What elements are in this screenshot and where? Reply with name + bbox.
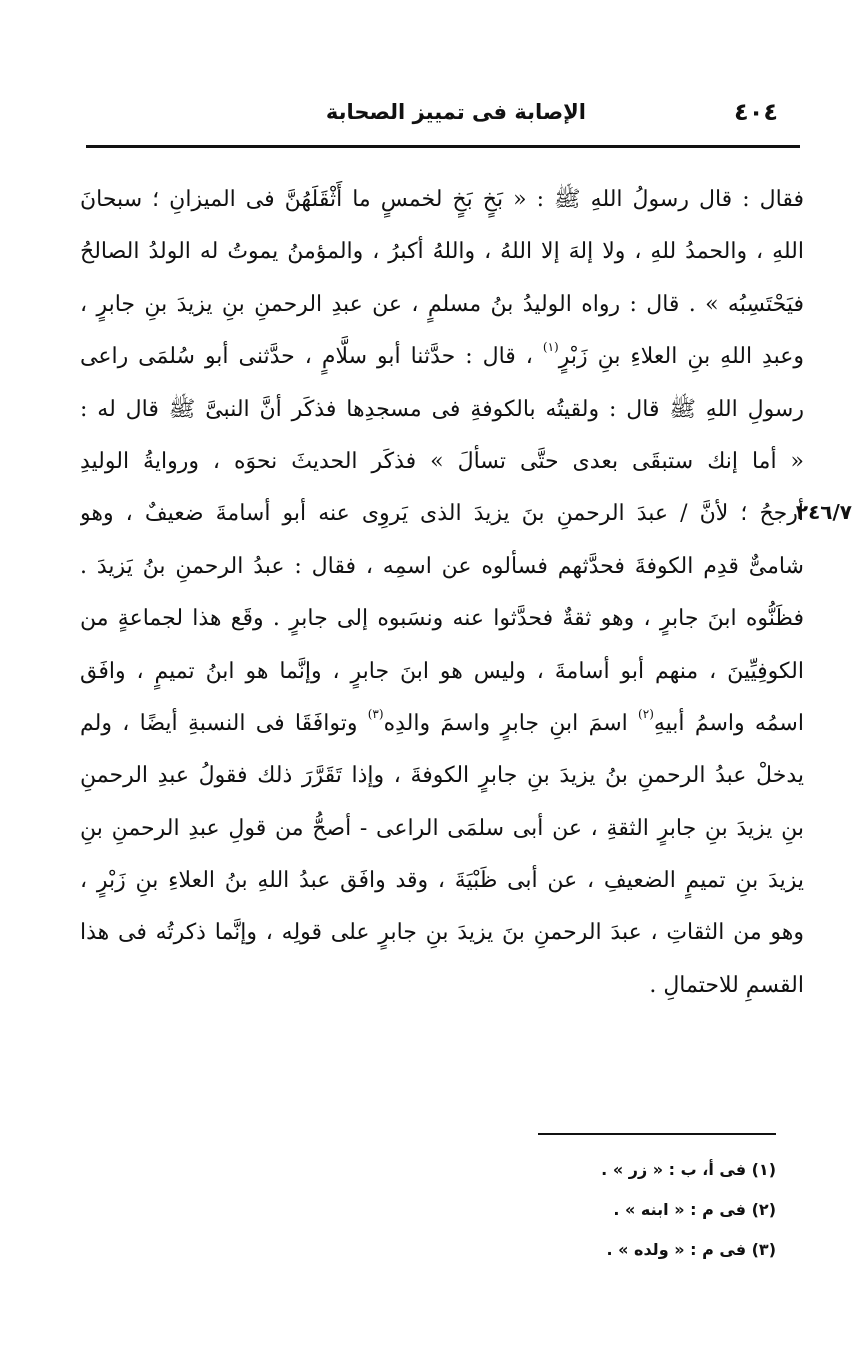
text-line: رسولِ اللهِ ﷺ قال : ولقيتُه بالكوفةِ فى مسجدِها فذكَر أنَّ النبىَّ ﷺ قال له : <box>80 396 804 422</box>
footnote: (٢) فى م : « ابنه » . <box>613 1200 776 1219</box>
text-line: فقال : قال رسولُ اللهِ ﷺ : « بَخٍ بَخٍ لخمسٍ ما أَثْقَلَهُنَّ فى الميزانِ ؛ سبحانَ <box>80 187 804 212</box>
footnote: (١) فى أ، ب : « زر » . <box>601 1160 776 1179</box>
footnote-ref-2: (٢) <box>638 706 654 721</box>
footnote-rule <box>538 1133 776 1135</box>
text-line: الكوفِيِّينَ ، منهم أبو أسامةَ ، وليس هو ابنَ جابرٍ ، وإنَّما هو ابنُ تميمٍ ، وافَق <box>80 658 804 684</box>
text-segment: وعبدِ اللهِ بنِ العلاءِ بنِ زَبْرٍ <box>558 344 804 370</box>
footnotes <box>601 1150 776 1270</box>
text-line: شامىٌّ قدِم الكوفةَ فحدَّثهم فسألوه عن اسمِه ، فقال : عبدُ الرحمنِ بنُ يَزيدَ . <box>80 553 804 579</box>
footnote: (٣) فى م : « ولده » . <box>606 1240 776 1259</box>
text-line: « أما إنك ستبقَى بعدى حتَّى تسألَ » فذكَر الحديثَ نحوَه ، وروايةُ الوليدِ <box>80 448 804 474</box>
footnote-ref-1: (١) <box>542 340 559 355</box>
text-line: يدخلْ عبدُ الرحمنِ بنُ يزيدَ بنِ جابرٍ الكوفةَ ، وإذا تَقَرَّرَ ذلك فقولُ عبدِ الرحمنِ <box>80 763 804 789</box>
text-line: أرجحُ ؛ لأنَّ / عبدَ الرحمنِ بنَ يزيدَ الذى يَروِى عنه أبو أسامةَ ضعيفٌ ، وهو <box>80 501 804 527</box>
body-text <box>80 174 804 1012</box>
text-line <box>80 698 804 750</box>
margin-reference: ٢٤٦/٧ <box>795 500 852 524</box>
text-segment: اسمُه واسمُ أبيهِ <box>653 710 804 736</box>
text-line: بنِ يزيدَ بنِ جابرٍ الثقةِ ، عن أبى سلمَى الراعى - أصحُّ من قولِ عبدِ الرحمنِ بنِ <box>80 815 804 841</box>
text-line: القسمِ للاحتمالِ . <box>649 972 804 998</box>
running-title: الإصابة فى تمييز الصحابة <box>325 100 586 124</box>
text-line: اللهِ ، والحمدُ للهِ ، ولا إلهَ إلا اللهُ ، واللهُ أكبرُ ، والمؤمنُ يموتُ له الولدُ الصالحُ <box>80 239 804 265</box>
page-header <box>86 98 786 132</box>
text-line: يزيدَ بنِ تميمٍ الضعيفِ ، عن أبى ظَبْيَةَ ، وقد وافَق عبدُ اللهِ بنُ العلاءِ بنِ زَبْرٍ ، <box>80 868 804 894</box>
text-segment: ، قال : حدَّثنا أبو سلَّامٍ ، حدَّثنى أبو سُلمَى راعى <box>80 344 543 370</box>
footnote-ref-3: (٣) <box>367 706 384 721</box>
page-number: ٤٠٤ <box>734 98 778 126</box>
text-line: وهو من الثقاتِ ، عبدَ الرحمنِ بنَ يزيدَ بنِ جابرٍ على قولِه ، وإنَّما ذكرتُه فى هذا <box>80 920 804 946</box>
header-rule <box>86 145 800 148</box>
text-line <box>80 331 804 383</box>
text-line: فيَحْتَسِبُه » . قال : رواه الوليدُ بنُ مسلمٍ ، عن عبدِ الرحمنِ بنِ يزيدَ بنِ جابرٍ ، <box>80 291 804 317</box>
text-line: فظَنُّوه ابنَ جابرٍ ، وهو ثقةٌ فحدَّثوا عنه ونسَبوه إلى جابرٍ . وقَع هذا لجماعةٍ من <box>80 606 804 632</box>
text-segment: وتوافَقَا فى النسبةِ أيضًا ، ولم <box>80 710 368 736</box>
text-segment: اسمَ ابنِ جابرٍ واسمَ والدِه <box>383 710 639 736</box>
